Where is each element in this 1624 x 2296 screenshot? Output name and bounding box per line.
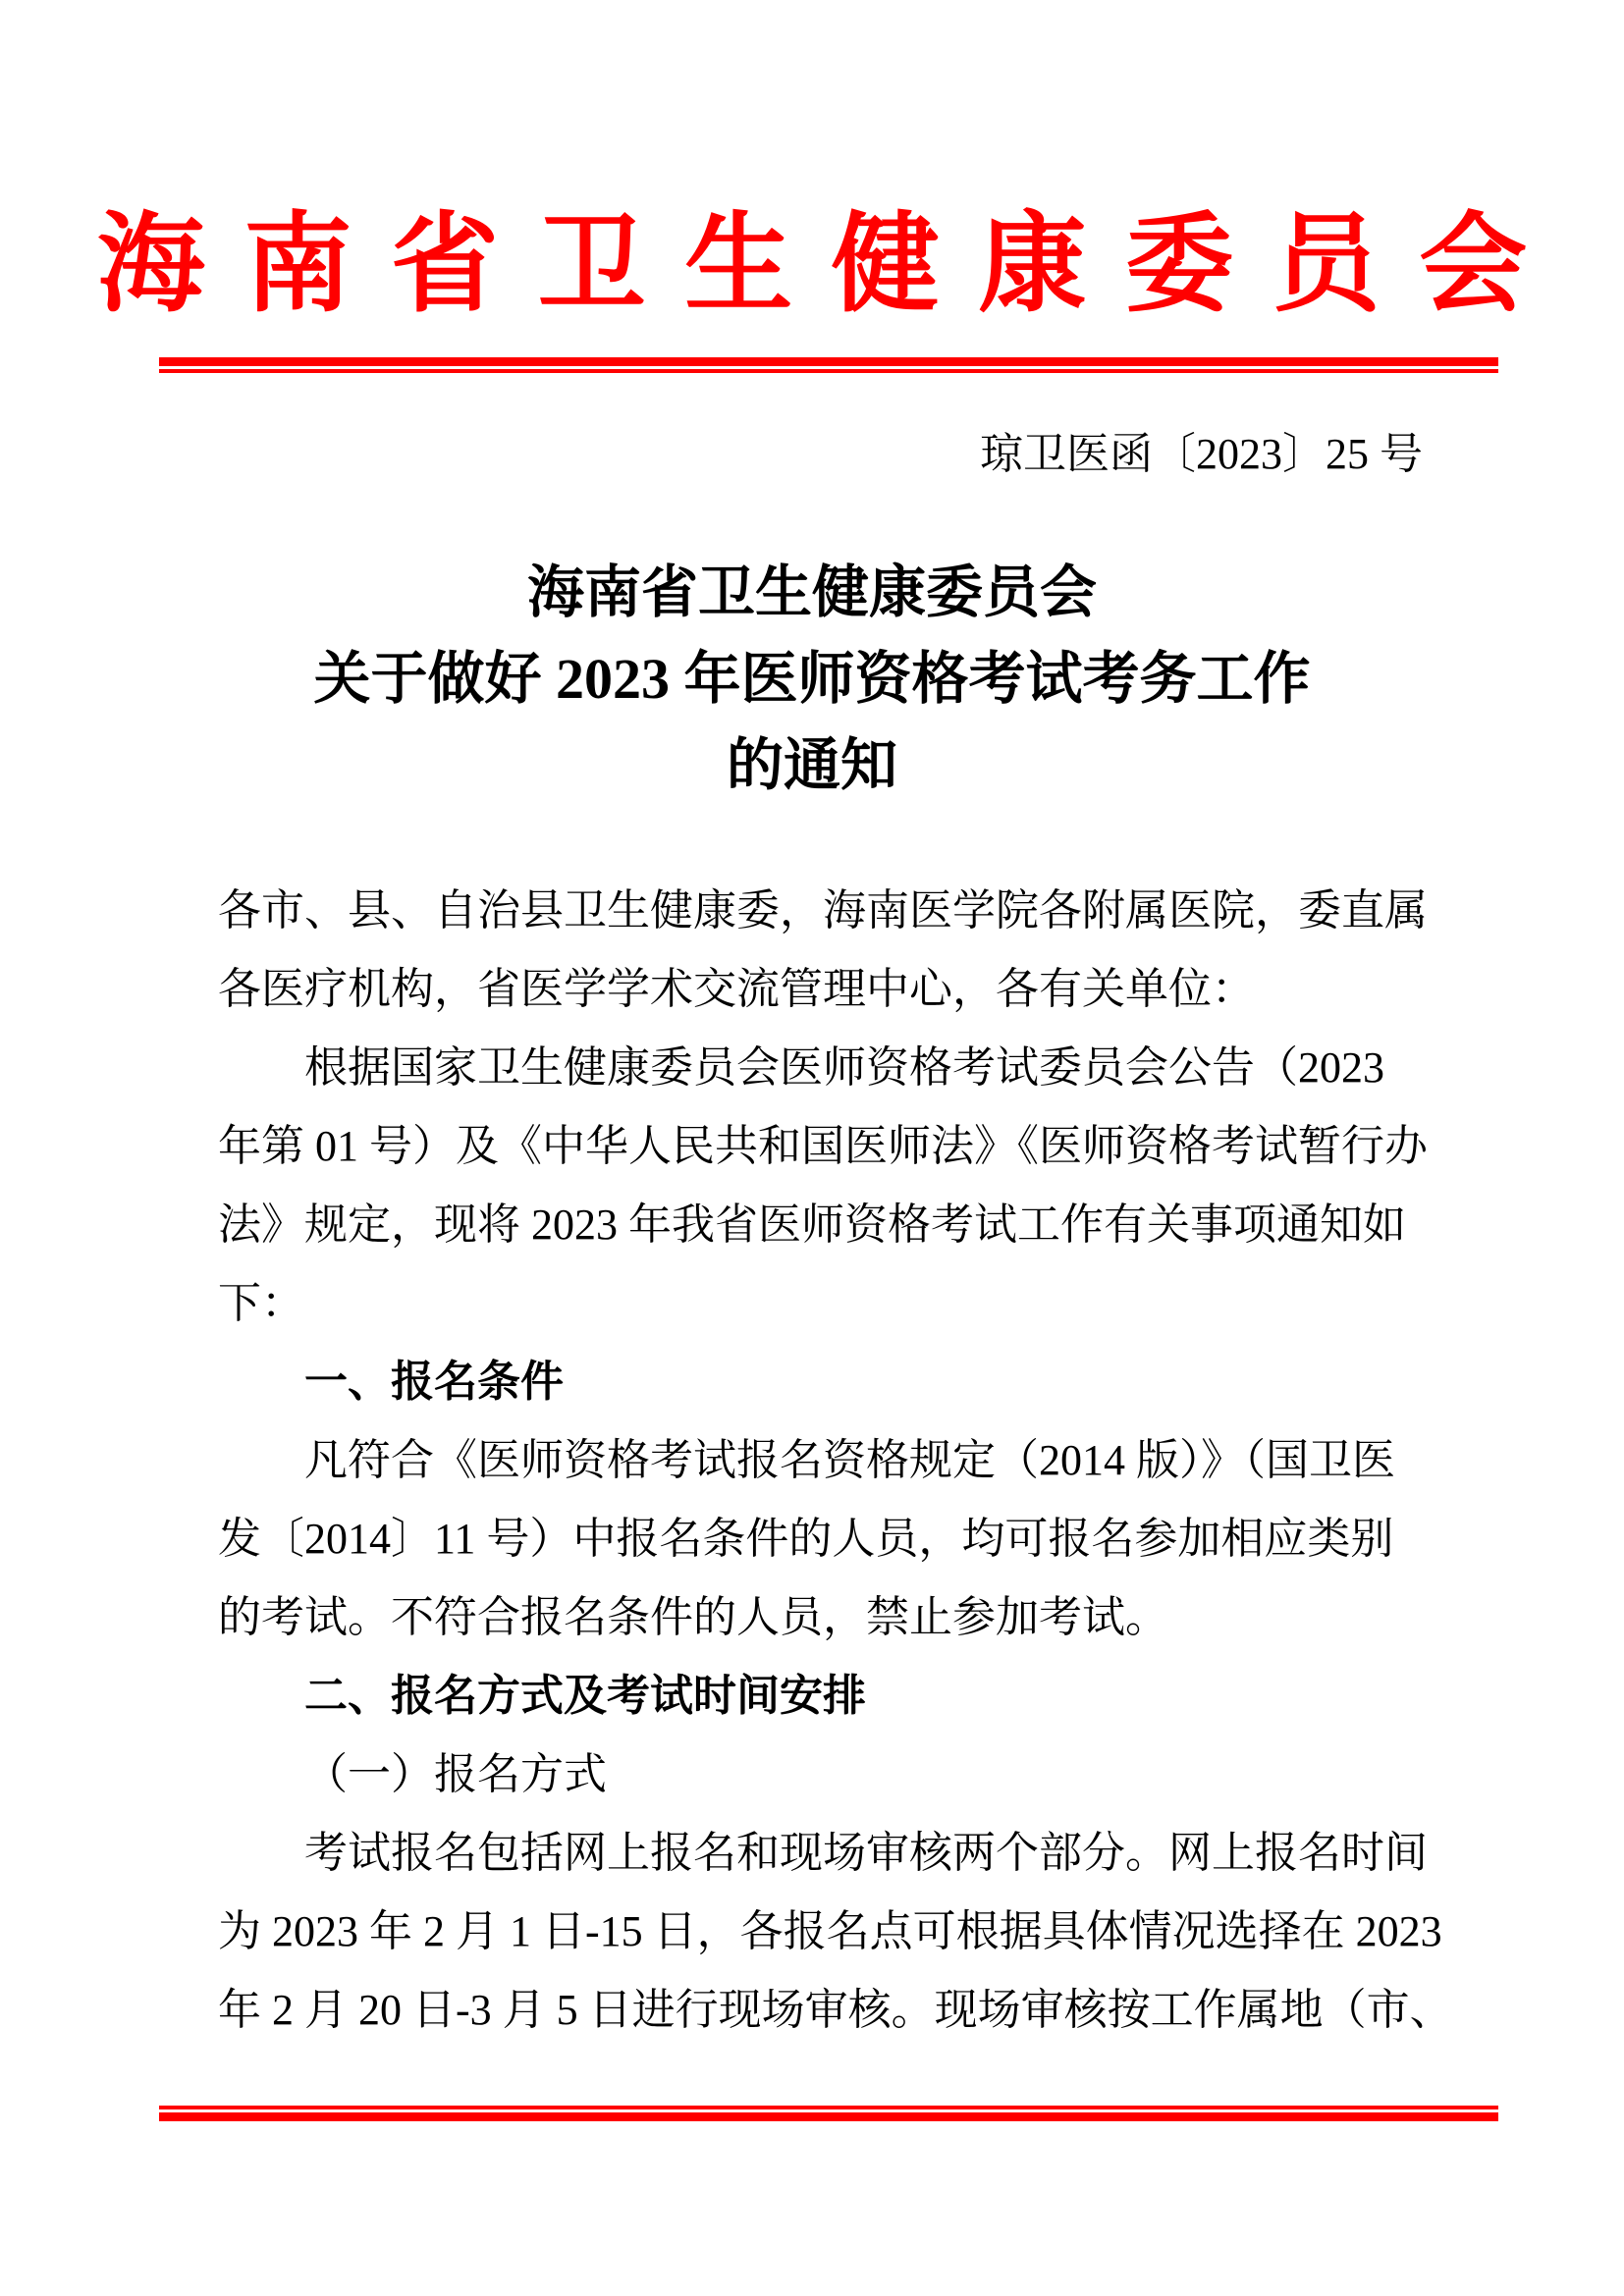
body-text-line: 发〔2014〕11 号）中报名条件的人员，均可报名参加相应类别 [218,1515,1394,1563]
bottom-separator [159,2106,1498,2121]
top-separator [159,357,1498,373]
top-separator-thin-rule [159,369,1498,373]
body-text-line: 年 2 月 20 日-3 月 5 日进行现场审核。现场审核按工作属地（市、 [218,1986,1453,2034]
body-text-line: 的考试。不符合报名条件的人员，禁止参加考试。 [218,1593,1168,1641]
bottom-separator-thick-rule [159,2112,1498,2121]
body-text-line: 考试报名包括网上报名和现场审核两个部分。网上报名时间 [304,1829,1428,1877]
body-text-line: 各市、县、自治县卫生健康委，海南医学院各附属医院，委直属 [218,886,1428,934]
document-body [218,872,1453,2050]
title-line: 海南省卫生健康委员会 [526,561,1097,624]
body-text-line: 法》规定，现将 2023 年我省医师资格考试工作有关事项通知如 [218,1201,1406,1249]
body-text-line: 下： [218,1279,304,1327]
document-title [0,550,1624,809]
section-heading: 二、报名方式及考试时间安排 [304,1672,866,1720]
title-line: 关于做好 2023 年医师资格考试考务工作 [313,647,1311,711]
agency-masthead: 海南省卫生健康委员会 [96,205,1566,325]
body-text-line: 凡符合《医师资格考试报名资格规定（2014 版）》（国卫医 [304,1436,1395,1484]
body-text-line: 年第 01 号）及《中华人民共和国医师法》《医师资格考试暂行办 [218,1122,1428,1170]
body-text-line: 各医疗机构，省医学学术交流管理中心，各有关单位： [218,965,1255,1013]
title-line: 的通知 [726,733,897,797]
top-separator-thick-rule [159,357,1498,366]
doc-reference-number: 琼卫医函〔2023〕25 号 [980,430,1423,478]
body-text-line: 根据国家卫生健康委员会医师资格考试委员会公告（2023 [304,1043,1384,1092]
subsection-heading: （一）报名方式 [304,1750,607,1798]
body-text-line: 为 2023 年 2 月 1 日-15 日，各报名点可根据具体情况选择在 2023 [218,1907,1442,1955]
section-heading: 一、报名条件 [304,1358,564,1406]
